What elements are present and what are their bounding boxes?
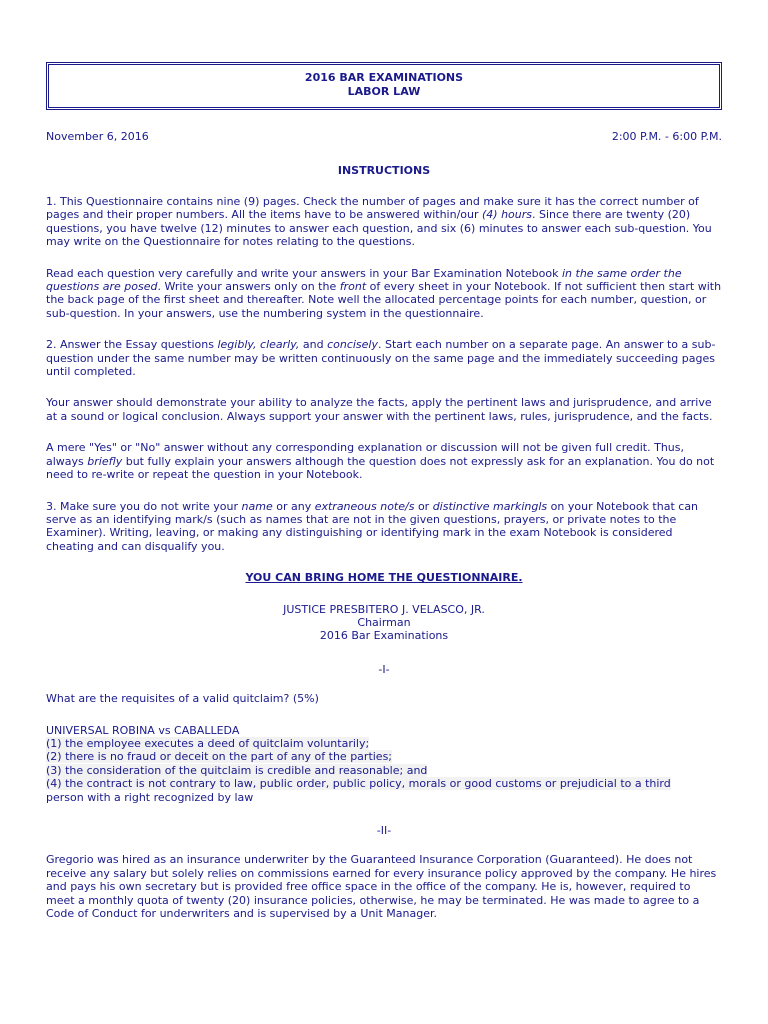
instruction-paragraph-2: Read each question very carefully and write your answers in your Bar Examination Notebook in the same order the questions are posed. Write your answers only on the front of every sheet in your Notebook. If not sufficient then start with the back page of the first sheet and thereafter. Note well the allocated percentage points for each number, question, or sub-question. In your answers, use the numbering system in the questionnaire. [46, 266, 722, 320]
signatory-role: Chairman [357, 615, 411, 629]
bring-home-notice: YOU CAN BRING HOME THE QUESTIONNAIRE. [245, 571, 523, 585]
signatory-name: JUSTICE PRESBITERO J. VELASCO, JR. [283, 602, 485, 616]
requisite-item: (1) the employee executes a deed of quitclaim voluntarily; [46, 736, 370, 750]
question-1-answer [46, 724, 722, 804]
date-row [46, 130, 722, 144]
case-citation: UNIVERSAL ROBINA vs CABALLEDA [46, 723, 240, 737]
requisite-item: (2) there is no fraud or deceit on the part of any of the parties; [46, 750, 393, 764]
exam-title: 2016 BAR EXAMINATIONS [304, 71, 464, 84]
requisite-item: (3) the consideration of the quitclaim is credible and reasonable; and [46, 763, 428, 777]
signature-block [46, 603, 722, 643]
instruction-paragraph-5: A mere "Yes" or "No" answer without any corresponding explanation or discussion will not be given full credit. Thus, always briefly but fully explain your answers although the question does not expressly ask for an explanation. You do not need to re-write or repeat the question in your Notebook. [46, 441, 715, 482]
instruction-paragraph-1: 1. This Questionnaire contains nine (9) pages. Check the number of pages and make sure it has the correct number of pages and their proper numbers. All the items have to be answered within/our (4) hours. Since there are twenty (20) questions, you have twelve (12) minutes to answer each question, and six (6) minutes to answer each sub-question. You may write on the Questionnaire for notes relating to the questions. [46, 195, 712, 249]
instructions-heading: INSTRUCTIONS [337, 164, 431, 177]
question-1-marker: -I- [378, 662, 390, 676]
exam-time: 2:00 P.M. - 6:00 P.M. [611, 130, 722, 143]
requisite-item: (4) the contract is not contrary to law, public order, public policy, morals or good customs or prejudicial to a third [46, 777, 671, 791]
signatory-org: 2016 Bar Examinations [319, 629, 449, 643]
question-2-text: Gregorio was hired as an insurance underwriter by the Guaranteed Insurance Corporation (Guaranteed). He does not receive any salary but solely relies on commissions earned for every insurance policy approved by the company. He hires and pays his own secretary but is provided free office space in the office of the company. He is, however, required to meet a monthly quota of twenty (20) insurance policies, otherwise, he may be terminated. He was made to agree to a Code of Conduct for underwriters and is supervised by a Unit Manager. [46, 853, 717, 921]
question-1-text: What are the requisites of a valid quitclaim? (5%) [46, 692, 319, 706]
requisite-item-continuation: person with a right recognized by law [46, 790, 254, 804]
instruction-paragraph-3: 2. Answer the Essay questions legibly, clearly, and concisely. Start each number on a separate page. An answer to a sub-question under the same number may be written continuously on the same page and the immediately succeeding pages until completed. [46, 338, 716, 379]
question-2-marker: -II- [376, 824, 392, 837]
exam-subject: LABOR LAW [347, 85, 421, 98]
exam-date: November 6, 2016 [46, 130, 149, 143]
instruction-paragraph-6: 3. Make sure you do not write your name or any extraneous note/s or distinctive markingls on your Notebook that can serve as an identifying mark/s (such as names that are not in the given questions, prayers, or private notes to the Examiner). Writing, leaving, or making any distinguishing or identifying mark in the exam Notebook is considered cheating and can disqualify you. [46, 499, 699, 553]
instruction-paragraph-4: Your answer should demonstrate your ability to analyze the facts, apply the pertinent laws and jurisprudence, and arrive at a sound or logical conclusion. Always support your answer with the pertinent laws, rules, jurisprudence, and the facts. [46, 396, 713, 423]
title-box [46, 62, 722, 110]
document-page [46, 62, 722, 920]
